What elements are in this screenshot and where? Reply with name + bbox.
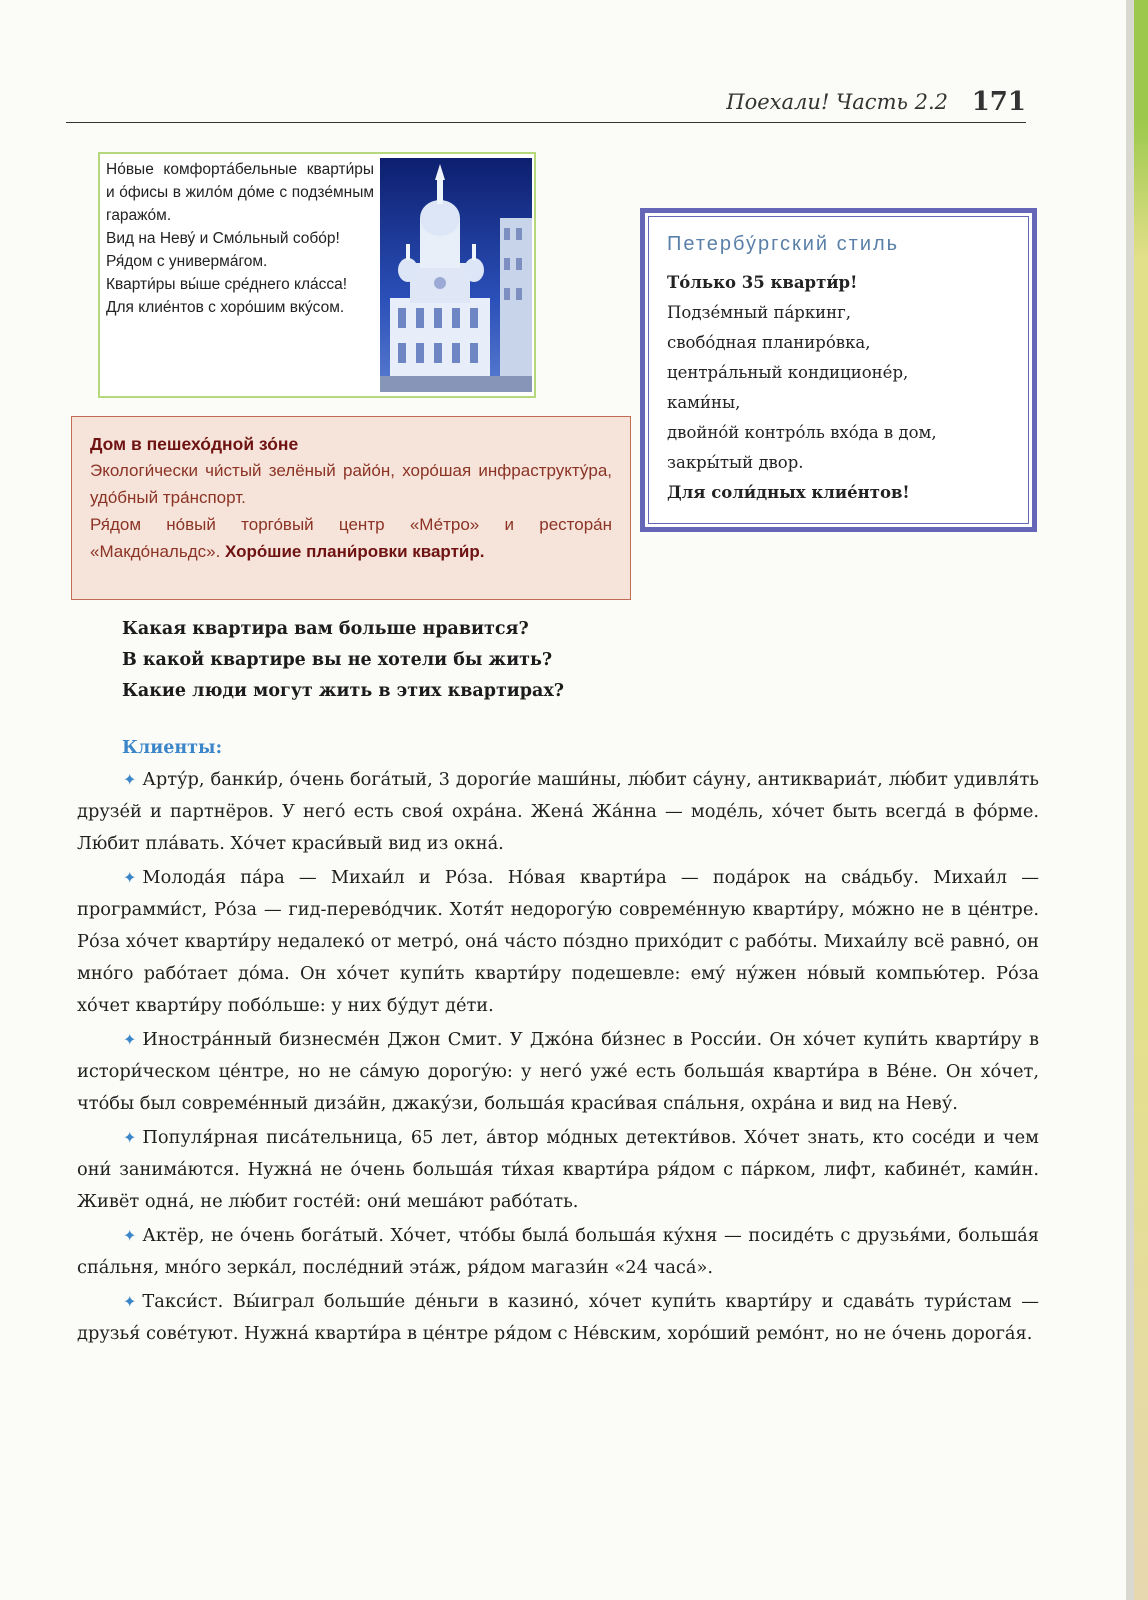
page-edge-color-strip: [1134, 0, 1148, 1600]
ad-petersburg-style-item: центра́льный кондиционе́р,: [667, 363, 909, 382]
smolny-cathedral-photo: [380, 158, 532, 392]
four-point-star-icon: ✦: [123, 1226, 137, 1245]
client-entry: [77, 862, 1039, 1022]
question: Какая квартира вам больше нравится?: [122, 619, 529, 639]
question: В какой квартире вы не хотели бы жить?: [122, 650, 553, 670]
clients-list: [77, 764, 1039, 1352]
ad-petersburg-style-item: Для соли́дных клие́нтов!: [667, 483, 910, 502]
client-text: Арту́р, банки́р, о́чень бога́тый, 3 дороги́е маши́ны, лю́бит са́уну, антиквариа́т, лю́бит удивля́ть друзе́й и партнёров. У него́ есть своя́ охра́на. Жена́ Жа́нна — моде́ль, хо́чет быть всегда́ в фо́рме. Лю́бит пла́вать. Хо́чет краси́вый вид из окна́.: [77, 769, 1039, 854]
ad-petersburg-style: [640, 208, 1037, 532]
ad-petersburg-style-item: закры́тый двор.: [667, 453, 804, 472]
ad-pedestrian-zone-text: [90, 511, 612, 565]
page-gutter: [1126, 0, 1134, 1600]
client-entry: [77, 1122, 1039, 1218]
clients-heading: Клиенты:: [122, 738, 223, 758]
ad-new-apartments-line: Для клие́нтов с хоро́шим вку́сом.: [106, 299, 345, 316]
page-number: 171: [971, 87, 1026, 117]
ad-new-apartments-line: Ря́дом с универма́гом.: [106, 253, 268, 270]
client-entry: [77, 1024, 1039, 1120]
ad-new-apartments-line: Вид на Неву́ и Смо́льный собо́р!: [106, 230, 340, 247]
client-text: Молода́я па́ра — Михаи́л и Ро́за. Но́вая кварти́ра — пода́рок на сва́дьбу. Михаи́л — программи́ст, Ро́за — гид-перево́дчик. Хотя́т недорогу́ю совреме́нную кварти́ру, мо́жно не в це́нтре. Ро́за хо́чет кварти́ру недалеко́ от метро́, она́ ча́сто по́здно прихо́дит с рабо́ты. Михаи́лу всё равно́, он мно́го рабо́тает до́ма. Он хо́чет купи́ть кварти́ру подешевле: ему́ ну́жен но́вый компью́тер. Ро́за хо́чет кварти́ру побо́льше: у них бу́дут де́ти.: [77, 867, 1039, 1016]
ad-pedestrian-zone-highlight: Хоро́шие плани́ровки кварти́р.: [225, 542, 485, 561]
ad-petersburg-style-item: Подзе́мный па́ркинг,: [667, 303, 852, 322]
client-text: Популя́рная писа́тельница, 65 лет, а́втор мо́дных детекти́вов. Хо́чет знать, кто сосе́ди и чем они́ занима́ются. Нужна́ не о́чень больша́я ти́хая кварти́ра ря́дом с па́рком, лифт, кабине́т, ками́н. Живёт одна́, не лю́бит госте́й: они́ меша́ют рабо́тать.: [77, 1127, 1039, 1212]
client-entry: [77, 764, 1039, 860]
client-text: Иностра́нный бизнесме́н Джон Смит. У Джо́на би́знес в Росси́и. Он хо́чет купи́ть кварти́ру в истори́ческом це́нтре, но не са́мую дорогу́ю: у него́ уже́ есть больша́я кварти́ра в Ве́не. Он хо́чет, что́бы был совреме́нный диза́йн, джаку́зи, больша́я краси́вая спа́льня, охра́на и вид на Неву́.: [77, 1029, 1039, 1114]
client-entry: [77, 1286, 1039, 1350]
four-point-star-icon: ✦: [123, 1128, 137, 1147]
ad-petersburg-style-title: Петербу́ргский стиль: [667, 233, 900, 255]
client-text: Актёр, не о́чень бога́тый. Хо́чет, что́бы была́ больша́я ку́хня — посиде́ть с друзья́ми, больша́я спа́льня, мно́го зерка́л, после́дний эта́ж, ря́дом магази́н «24 часа́».: [77, 1225, 1039, 1278]
ad-new-apartments: [98, 152, 536, 398]
ad-petersburg-style-item: То́лько 35 кварти́р!: [667, 273, 858, 292]
four-point-star-icon: ✦: [123, 770, 137, 789]
ad-pedestrian-zone-line: Ря́дом но́вый торго́вый центр «Ме́тро» и рестора́н «Макдо́нальдс».: [90, 515, 612, 561]
four-point-star-icon: ✦: [123, 868, 137, 887]
ad-petersburg-style-item: ками́ны,: [667, 393, 741, 412]
ad-new-apartments-line: Кварти́ры вы́ше сре́днего кла́сса!: [106, 276, 348, 293]
four-point-star-icon: ✦: [123, 1030, 137, 1049]
ad-new-apartments-line: Но́вые комфорта́бельные кварти́ры и о́фисы в жило́м до́ме с подзе́мным гаражо́м.: [106, 161, 374, 224]
question: Какие люди могут жить в этих квартирах?: [122, 681, 565, 701]
ad-petersburg-style-inner: [648, 216, 1029, 524]
client-text: Такси́ст. Вы́играл больши́е де́ньги в казино́, хо́чет купи́ть кварти́ру и сдава́ть тури́стам — друзья́ сове́туют. Нужна́ кварти́ра в це́нтре ря́дом с Не́вским, хоро́ший ремо́нт, но не о́чень дорога́я.: [77, 1291, 1039, 1344]
ad-petersburg-style-list: [667, 268, 1010, 508]
ad-new-apartments-text: [106, 158, 374, 319]
ad-pedestrian-zone-text: Экологи́чески чи́стый зелёный райо́н, хоро́шая инфраструкту́ра, удо́бный тра́нспорт.: [90, 461, 612, 507]
running-header: [66, 82, 1026, 123]
running-title: Поехали! Часть 2.2: [726, 90, 948, 114]
four-point-star-icon: ✦: [123, 1292, 137, 1311]
ad-pedestrian-zone-title: Дом в пешехо́дной зо́не: [90, 434, 299, 454]
ad-petersburg-style-item: двойно́й контро́ль вхо́да в дом,: [667, 423, 937, 442]
ad-petersburg-style-item: свобо́дная планиро́вка,: [667, 333, 871, 352]
ad-pedestrian-zone: [71, 416, 631, 600]
discussion-questions: [122, 614, 564, 707]
client-entry: [77, 1220, 1039, 1284]
